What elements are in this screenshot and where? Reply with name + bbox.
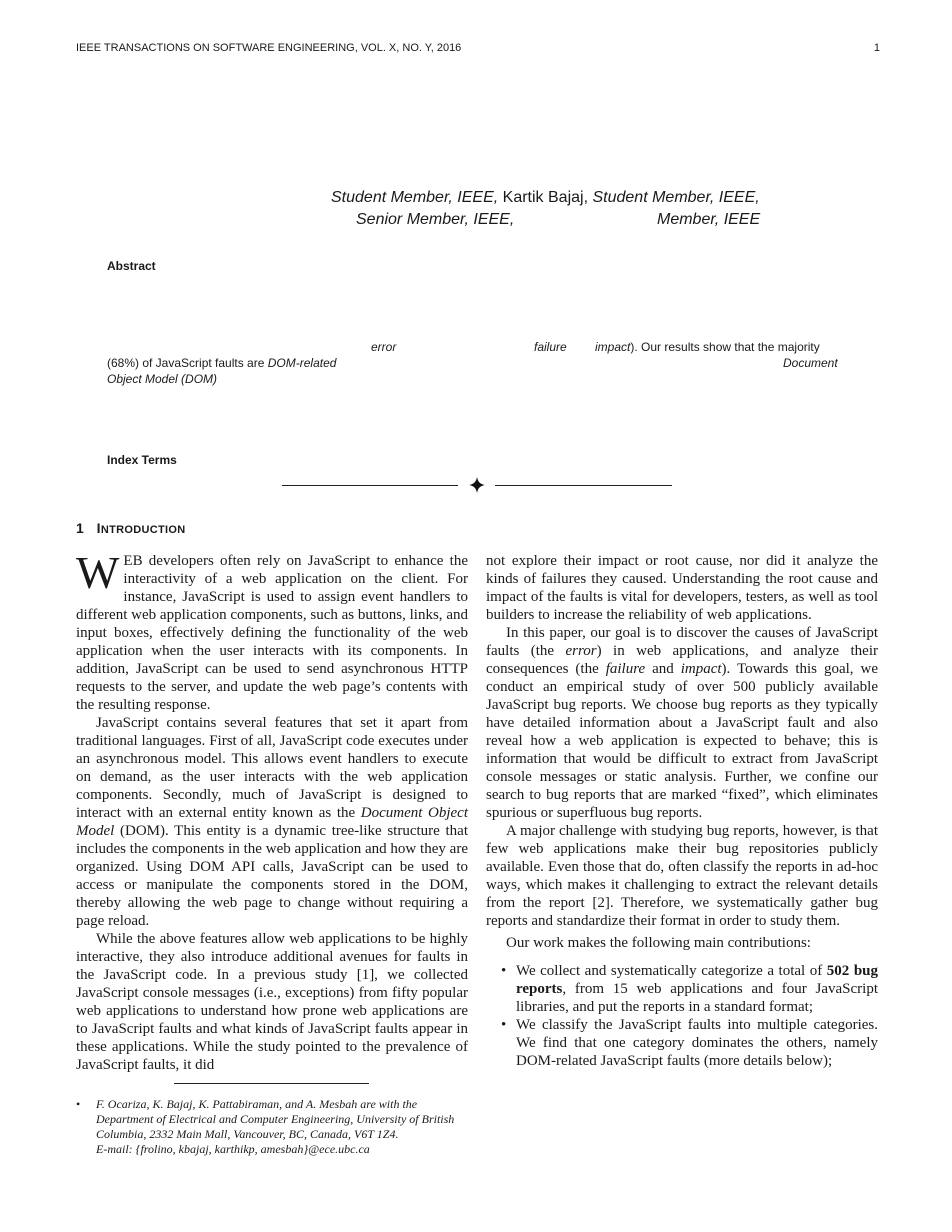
abstract-document: Document <box>783 356 838 370</box>
page-number: 1 <box>873 42 880 54</box>
right-paragraph-4: Our work makes the following main contributions: <box>506 935 811 951</box>
separator-left <box>282 485 458 486</box>
section-heading <box>76 520 185 536</box>
author-line-1 <box>331 189 760 207</box>
abstract-impact-results <box>595 340 820 354</box>
abstract-failure: failure <box>534 340 567 354</box>
section-title-first: I <box>96 520 101 536</box>
abstract-impact: impact <box>595 340 631 354</box>
running-header <box>76 42 880 54</box>
left-column <box>76 547 468 1074</box>
drop-cap: W <box>76 547 120 598</box>
section-title-rest: NTRODUCTION <box>100 524 186 536</box>
abstract-dom-related: DOM-related <box>267 356 337 370</box>
author-line-2a: Senior Member, IEEE, <box>356 211 515 228</box>
right-paragraph-2 <box>486 624 878 822</box>
b1-b: , from 15 web applications and four JavaScript libraries, and put the reports in a standard format; <box>516 981 878 1015</box>
abstract-heading: Abstract <box>107 259 156 273</box>
diamond-icon <box>468 476 486 494</box>
p2-italic: Document Object Model <box>76 805 468 839</box>
rp2-b: ) in web applications, and analyze their consequences (the <box>486 643 878 677</box>
index-terms-heading: Index Terms <box>107 453 177 467</box>
right-paragraph-1: not explore their impact or root cause, nor did it analyze the kinds of failures they caused. Understanding the root cause and impact of the faults is vital for developers, testers, as well as tool builders to increase the reliability of web applications. <box>486 553 878 623</box>
contribution-item <box>501 1016 878 1070</box>
bullet-icon: • <box>501 963 507 979</box>
rp2-and: and <box>645 661 681 677</box>
right-column <box>486 552 878 1070</box>
intro-paragraph-1-text: developers often rely on JavaScript to enhance the interactivity of a web application on the client. For instance, JavaScript is used to assign event handlers to different web application components, such as buttons, links, and input boxes, effectively defining the functionality of the web application when the user interacts with its components. In addition, JavaScript can be used to send asynchronous HTTP requests to the server, and update the web page’s contents with the resulting response. <box>76 553 468 713</box>
intro-paragraph-1 <box>76 547 468 714</box>
author-affiliation: Student Member, IEEE, <box>331 189 499 206</box>
intro-paragraph-2 <box>76 714 468 930</box>
b1-a: We collect and systematically categorize a total of <box>516 963 827 979</box>
footnote <box>76 1097 468 1157</box>
abstract-68 <box>107 356 336 370</box>
abstract-results: ). Our results show that the majority <box>630 340 820 354</box>
abstract-68-text: (68%) of JavaScript faults are <box>107 356 268 370</box>
footnote-bullet: • <box>76 1097 81 1111</box>
drop-cap-smallcaps: EB <box>123 553 143 569</box>
rp2-a: In this paper, our goal is to discover the causes of JavaScript faults (the <box>486 625 878 659</box>
journal-title: IEEE TRANSACTIONS ON SOFTWARE ENGINEERING, VOL. X, NO. Y, 2016 <box>76 42 462 54</box>
footnote-email: E-mail: {frolino, kbajaj, karthikp, amesbah}@ece.ubc.ca <box>96 1142 370 1156</box>
author-line-2b: Member, IEEE <box>657 211 761 228</box>
contribution-item <box>501 962 879 1016</box>
footnote-rule <box>174 1083 369 1084</box>
rp2-c: ). Towards this goal, we conduct an empirical study of over 500 publicly available JavaScript bug reports. We choose bug reports as they typically have detailed information about a JavaScript fault and also reveal how a web application is expected to behave; this is information that would be difficult to extract from JavaScript console messages or static analysis. Further, we confine our search to bug reports that are marked “fixed”, which eliminates spurious or superfluous bug reports. <box>486 661 878 821</box>
bullet-icon: • <box>501 1017 507 1033</box>
rp2-impact: impact <box>680 661 722 677</box>
p2-text-a: JavaScript contains several features that set it apart from traditional languages. First of all, JavaScript code executes under an asynchronous model. This allows event handlers to execute on demand, as the user interacts with the web application components. Secondly, much of JavaScript is designed to interact with an external entity known as the <box>76 715 468 821</box>
p2-text-b: (DOM). This entity is a dynamic tree-like structure that includes the components in the web application and how they are organized. Using DOM API calls, JavaScript can be used to access or manipulate the components stored in the DOM, thereby allowing the web page to change without requiring a page reload. <box>76 823 468 929</box>
b1-bold: 502 bug reports <box>516 963 879 997</box>
section-number: 1 <box>76 520 85 536</box>
footnote-affiliation: F. Ocariza, K. Bajaj, K. Pattabiraman, and A. Mesbah are with the Department of Electrical and Computer Engineering, University of British Columbia, 2332 Main Mall, Vancouver, BC, Canada, V6T 1Z4. <box>96 1097 455 1141</box>
author-affiliation: Student Member, IEEE, <box>592 189 760 206</box>
b2-text: We classify the JavaScript faults into multiple categories. We find that one category dominates the others, namely DOM-related JavaScript faults (more details below); <box>516 1017 878 1069</box>
contributions-list <box>486 962 878 1070</box>
abstract-error: error <box>371 340 397 354</box>
intro-paragraph-3: While the above features allow web applications to be highly interactive, they also introduce additional avenues for faults in the JavaScript code. In a previous study [1], we collected JavaScript console messages (i.e., exceptions) from fifty popular web applications to understand how prone web applications are to JavaScript faults and what kinds of JavaScript faults appear in these applications. While the study pointed to the prevalence of JavaScript faults, it did <box>76 931 468 1073</box>
author-name: Kartik Bajaj, <box>502 189 589 206</box>
right-paragraph-3: A major challenge with studying bug reports, however, is that few web applications make their bug repositories publicly available. Even those that do, often classify the reports in ad-hoc ways, which makes it challenging to extract the relevant details from the report [2]. Therefore, we systematically gather bug reports and standardize their format in order to study them. <box>486 823 878 929</box>
abstract-dom: Object Model (DOM) <box>107 372 218 386</box>
rp2-failure: failure <box>605 661 646 677</box>
rp2-error: error <box>565 643 597 659</box>
separator-right <box>495 485 672 486</box>
